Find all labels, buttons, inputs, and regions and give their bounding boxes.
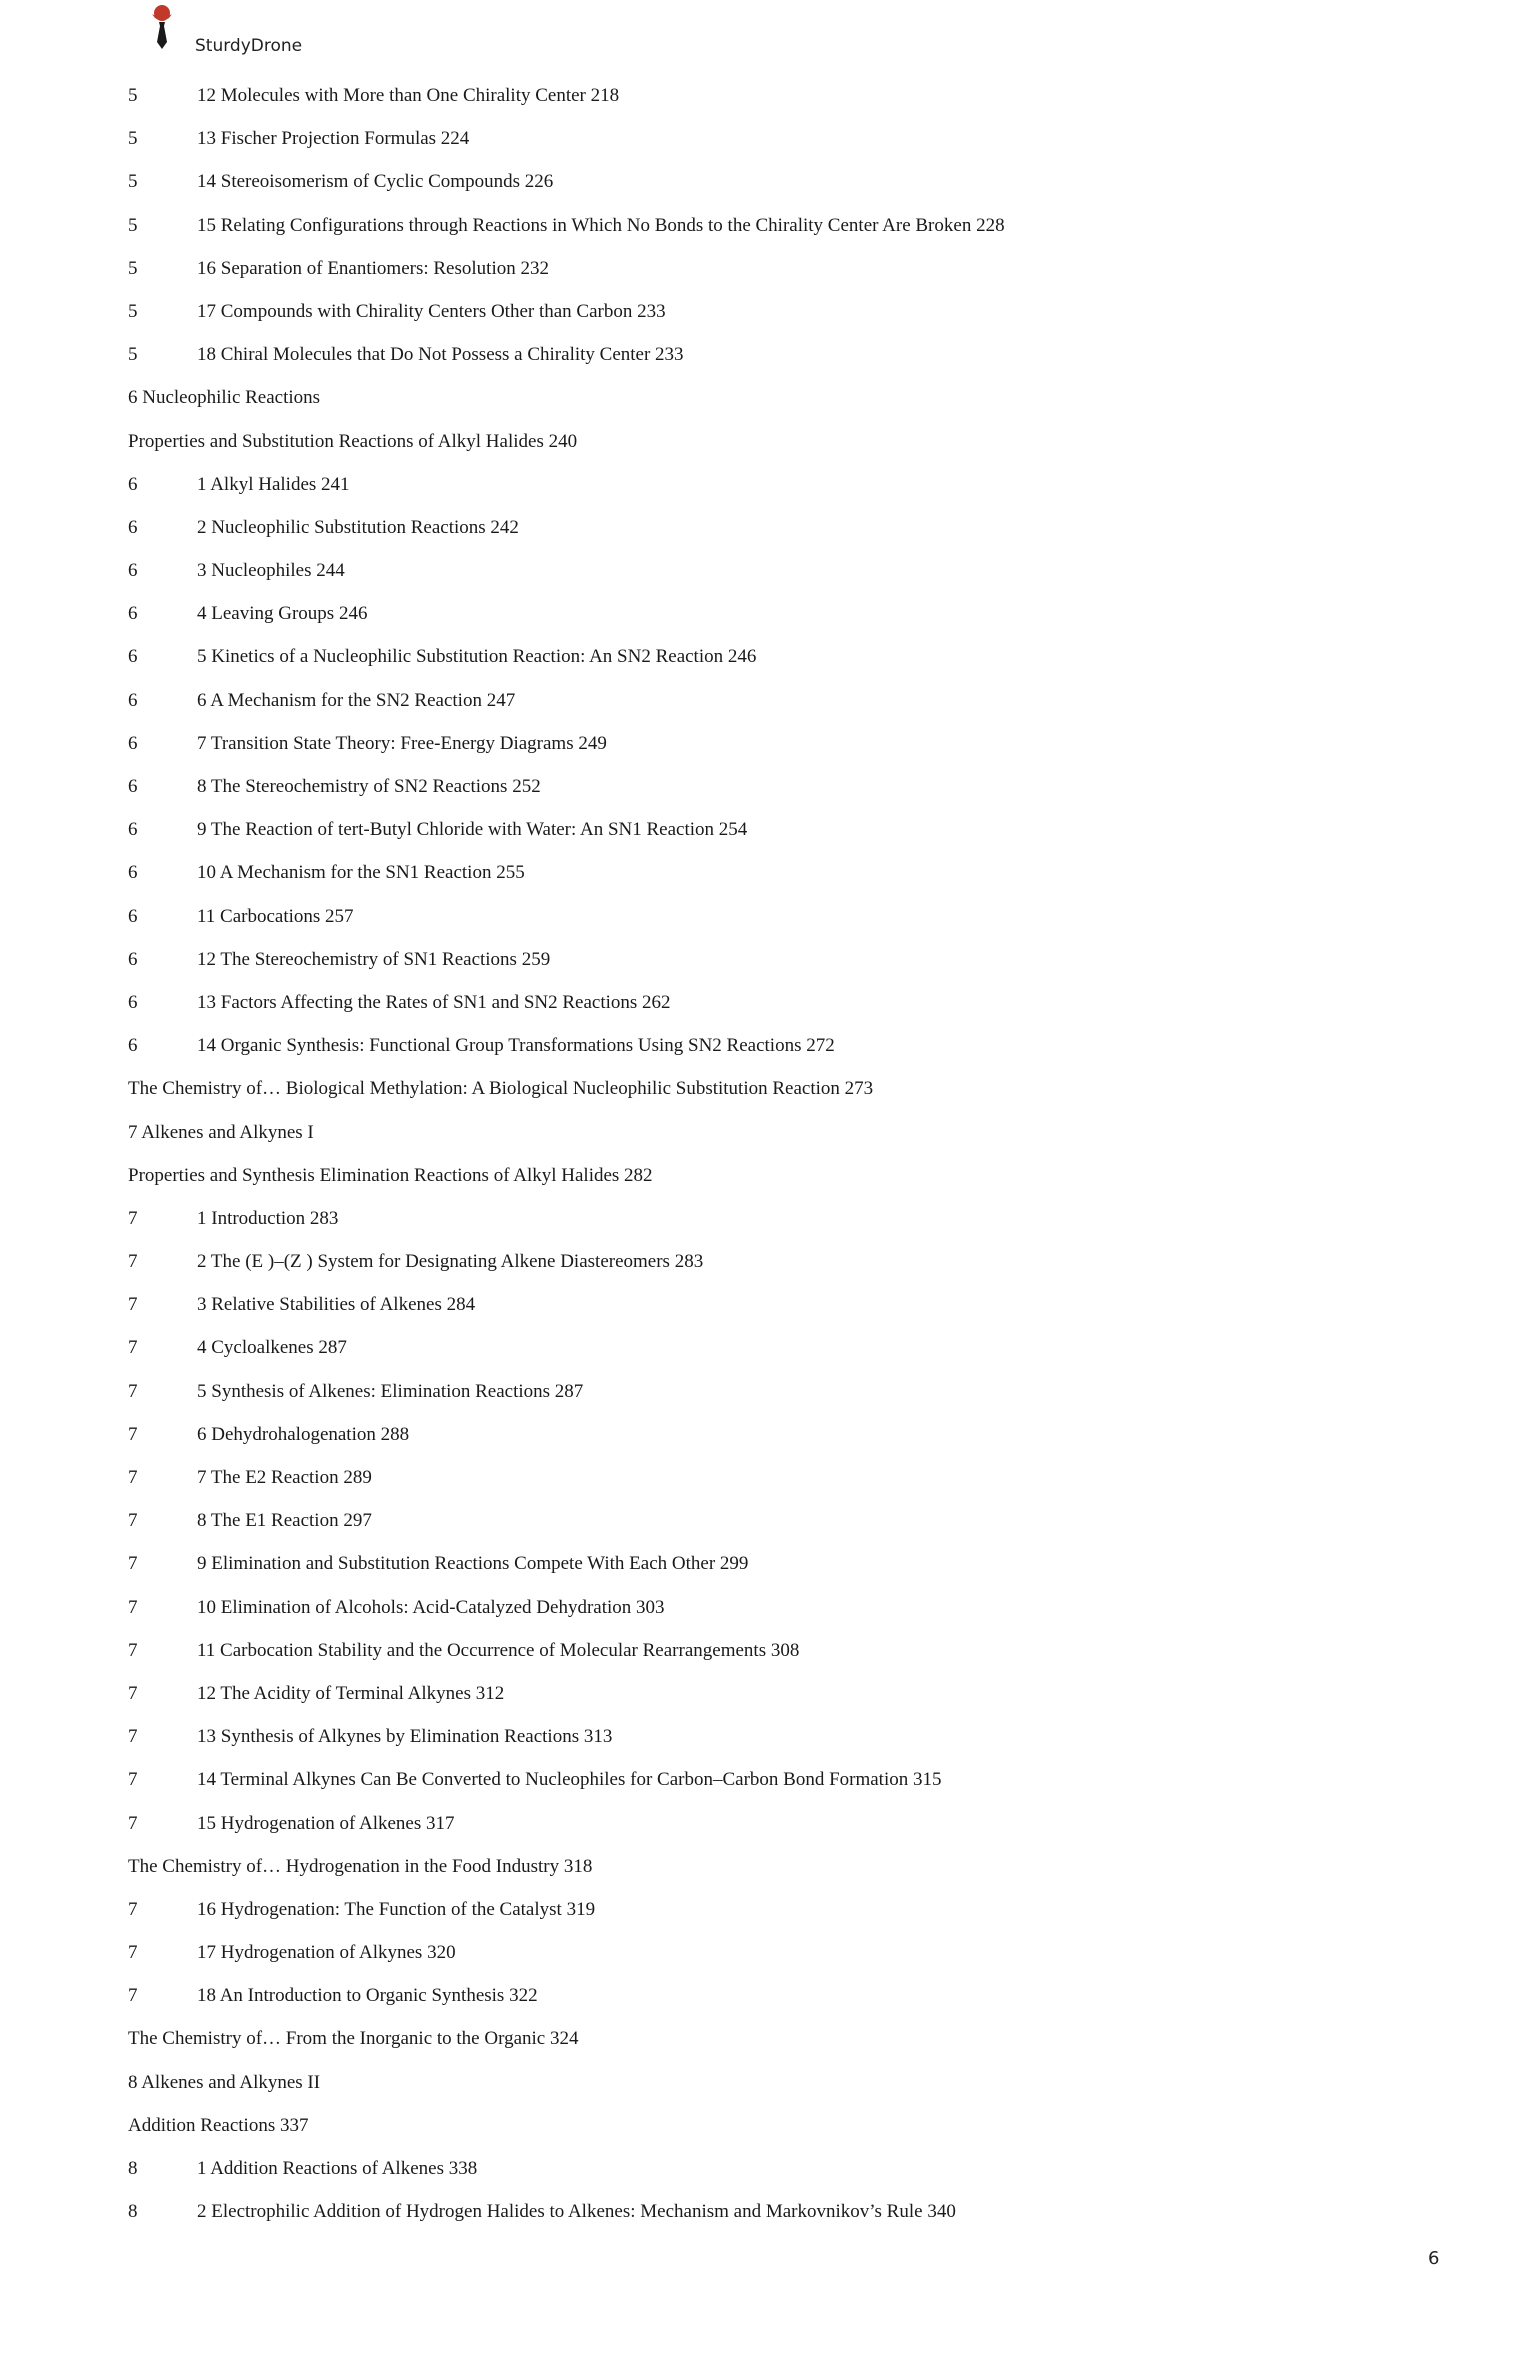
toc-chapter-number: 7 xyxy=(128,1985,138,2007)
toc-chapter-number: 7 xyxy=(128,1726,138,1748)
toc-entry xyxy=(128,1504,1428,1547)
toc-chapter-number: 6 xyxy=(128,689,138,711)
toc-entry-text: 17 Hydrogenation of Alkynes 320 xyxy=(197,1942,456,1964)
toc-entry xyxy=(128,554,1428,597)
toc-chapter-number: 6 xyxy=(128,776,138,797)
toc-entry-text: 13 Factors Affecting the Rates of SN1 and SN2 Reactions 262 xyxy=(197,991,671,1013)
toc-chapter-number: 6 xyxy=(128,560,138,582)
toc-chapter-number: 5 xyxy=(128,214,138,236)
toc-entry-text: The Chemistry of… Hydrogenation in the Food Industry 318 xyxy=(128,1855,593,1877)
toc-chapter-number: 5 xyxy=(128,300,138,322)
toc-entry-text: 3 Relative Stabilities of Alkenes 284 xyxy=(197,1294,476,1316)
toc-entry xyxy=(128,209,1428,252)
toc-entry xyxy=(128,165,1428,208)
toc-entry xyxy=(128,122,1428,165)
toc-entry-text: 4 Leaving Groups 246 xyxy=(197,603,368,625)
toc-entry-text: 1 Addition Reactions of Alkenes 338 xyxy=(197,2158,478,2179)
toc-chapter-number: 6 xyxy=(128,991,138,1013)
toc-entry-text: 8 Alkenes and Alkynes II xyxy=(128,2071,321,2093)
toc-entry-text: The Chemistry of… From the Inorganic to the Organic 324 xyxy=(128,2028,579,2050)
toc-entry-text: 15 Hydrogenation of Alkenes 317 xyxy=(197,1812,455,1834)
toc-chapter-number: 6 xyxy=(128,732,138,754)
toc-entry-text: 14 Terminal Alkynes Can Be Converted to Nucleophiles for Carbon–Carbon Bond Formation 315 xyxy=(197,1769,942,1791)
sturdydrone-logo-icon xyxy=(144,4,180,50)
toc-entry-text: 2 Nucleophilic Substitution Reactions 242 xyxy=(197,516,519,538)
toc-entry-text: 2 Electrophilic Addition of Hydrogen Halides to Alkenes: Mechanism and Markovnikov’s Rule 340 xyxy=(197,2201,956,2223)
toc-entry-text: 7 Transition State Theory: Free-Energy Diagrams 249 xyxy=(197,732,607,754)
toc-entry xyxy=(128,425,1428,468)
toc-chapter-number: 7 xyxy=(128,1467,138,1488)
toc-entry-text: 15 Relating Configurations through Reactions in Which No Bonds to the Chirality Center Are Broken 228 xyxy=(197,214,1005,236)
toc-entry xyxy=(128,856,1428,899)
toc-chapter-number: 6 xyxy=(128,948,138,970)
toc-entry xyxy=(128,1807,1428,1850)
toc-entry-text: 9 Elimination and Substitution Reactions Compete With Each Other 299 xyxy=(197,1553,749,1575)
toc-chapter-number: 7 xyxy=(128,1207,138,1229)
toc-entry xyxy=(128,252,1428,295)
toc-entry xyxy=(128,727,1428,770)
toc-chapter-number: 7 xyxy=(128,1898,138,1920)
toc-chapter-number: 6 xyxy=(128,646,138,668)
toc-entry-text: 5 Kinetics of a Nucleophilic Substitution Reaction: An SN2 Reaction 246 xyxy=(197,646,757,668)
toc-entry-text: 14 Stereoisomerism of Cyclic Compounds 226 xyxy=(197,171,554,193)
toc-entry xyxy=(128,900,1428,943)
toc-entry xyxy=(128,1936,1428,1979)
toc-chapter-number: 6 xyxy=(128,862,138,884)
toc-entry-text: 18 Chiral Molecules that Do Not Possess a Chirality Center 233 xyxy=(197,344,684,366)
toc-entry xyxy=(128,2109,1428,2152)
toc-entry-text: 10 Elimination of Alcohols: Acid-Catalyzed Dehydration 303 xyxy=(197,1596,665,1618)
toc-entry-text: 18 An Introduction to Organic Synthesis 322 xyxy=(197,1985,538,2007)
toc-entry xyxy=(128,640,1428,683)
toc-entry-text: 6 Nucleophilic Reactions xyxy=(128,387,321,409)
toc-chapter-number: 6 xyxy=(128,603,138,625)
toc-chapter-number: 5 xyxy=(128,257,138,279)
toc-entry xyxy=(128,1547,1428,1590)
toc-entry-text: 11 Carbocations 257 xyxy=(197,905,354,927)
toc-entry-text: 11 Carbocation Stability and the Occurrence of Molecular Rearrangements 308 xyxy=(197,1639,800,1661)
toc-chapter-number: 6 xyxy=(128,905,138,927)
toc-entry xyxy=(128,2066,1428,2109)
toc-entry xyxy=(128,1418,1428,1461)
toc-chapter-number: 8 xyxy=(128,2158,138,2179)
toc-entry-text: Properties and Substitution Reactions of Alkyl Halides 240 xyxy=(128,430,578,452)
toc-entry-text: 12 The Acidity of Terminal Alkynes 312 xyxy=(197,1682,505,1704)
toc-entry-text: 12 Molecules with More than One Chirality Center 218 xyxy=(197,85,620,106)
toc-chapter-number: 5 xyxy=(128,171,138,193)
toc-chapter-number: 6 xyxy=(128,1035,138,1057)
toc-entry xyxy=(128,1893,1428,1936)
toc-chapter-number: 8 xyxy=(128,2201,138,2223)
page-number: 6 xyxy=(1428,2248,1440,2269)
toc-entry-text: 8 The Stereochemistry of SN2 Reactions 252 xyxy=(197,776,541,797)
toc-entry xyxy=(128,943,1428,986)
toc-entry xyxy=(128,1375,1428,1418)
toc-entry xyxy=(128,1763,1428,1806)
toc-entry xyxy=(128,770,1428,813)
toc-chapter-number: 7 xyxy=(128,1380,138,1402)
toc-entry-text: 8 The E1 Reaction 297 xyxy=(197,1510,372,1532)
toc-chapter-number: 7 xyxy=(128,1294,138,1316)
toc-entry-text: 10 A Mechanism for the SN1 Reaction 255 xyxy=(197,862,525,884)
toc-entry-text: Addition Reactions 337 xyxy=(128,2114,309,2136)
toc-entry xyxy=(128,597,1428,640)
toc-entry-text: 14 Organic Synthesis: Functional Group Transformations Using SN2 Reactions 272 xyxy=(197,1035,835,1057)
toc-chapter-number: 7 xyxy=(128,1510,138,1532)
toc-entry-text: 1 Introduction 283 xyxy=(197,1207,339,1229)
toc-entry xyxy=(128,1720,1428,1763)
toc-chapter-number: 7 xyxy=(128,1337,138,1359)
toc-entry xyxy=(128,2195,1428,2238)
toc-entry-text: 17 Compounds with Chirality Centers Other than Carbon 233 xyxy=(197,300,666,322)
toc-entry xyxy=(128,295,1428,338)
toc-entry xyxy=(128,1331,1428,1374)
toc-entry-text: The Chemistry of… Biological Methylation: A Biological Nucleophilic Substitution Reaction 273 xyxy=(128,1078,874,1100)
toc-entry xyxy=(128,1288,1428,1331)
toc-chapter-number: 7 xyxy=(128,1596,138,1618)
toc-chapter-number: 7 xyxy=(128,1251,138,1273)
toc-entry xyxy=(128,381,1428,424)
toc-entry xyxy=(128,1677,1428,1720)
toc-chapter-number: 5 xyxy=(128,85,138,106)
toc-entry xyxy=(128,1634,1428,1677)
toc-entry-text: 16 Separation of Enantiomers: Resolution 232 xyxy=(197,257,549,279)
toc-entry-text: 2 The (E )–(Z ) System for Designating Alkene Diastereomers 283 xyxy=(197,1251,704,1273)
toc-chapter-number: 5 xyxy=(128,128,138,150)
toc-chapter-number: 5 xyxy=(128,344,138,366)
toc-entry xyxy=(128,338,1428,381)
toc-entry-text: 6 Dehydrohalogenation 288 xyxy=(197,1423,410,1445)
toc-entry xyxy=(128,1029,1428,1072)
toc-entry xyxy=(128,468,1428,511)
toc-entry-text: 4 Cycloalkenes 287 xyxy=(197,1337,347,1359)
toc-entry xyxy=(128,1072,1428,1115)
toc-entry xyxy=(128,1461,1428,1504)
toc-entry xyxy=(128,79,1428,122)
page-header xyxy=(140,0,540,62)
toc-entry-text: Properties and Synthesis Elimination Reactions of Alkyl Halides 282 xyxy=(128,1164,653,1186)
toc-entry xyxy=(128,986,1428,1029)
toc-entry xyxy=(128,1116,1428,1159)
brand-name: SturdyDrone xyxy=(195,36,303,56)
toc-chapter-number: 6 xyxy=(128,473,138,495)
toc-entry-text: 13 Fischer Projection Formulas 224 xyxy=(197,128,470,150)
toc-chapter-number: 7 xyxy=(128,1942,138,1964)
toc-chapter-number: 6 xyxy=(128,516,138,538)
toc-entry xyxy=(128,684,1428,727)
toc-entry-text: 1 Alkyl Halides 241 xyxy=(197,473,350,495)
toc-entry-text: 12 The Stereochemistry of SN1 Reactions 259 xyxy=(197,948,551,970)
toc-entry xyxy=(128,2152,1428,2195)
toc-entry-text: 5 Synthesis of Alkenes: Elimination Reactions 287 xyxy=(197,1380,584,1402)
toc-entry-text: 6 A Mechanism for the SN2 Reaction 247 xyxy=(197,689,516,711)
toc-entry-text: 7 The E2 Reaction 289 xyxy=(197,1467,372,1488)
toc-entry-text: 16 Hydrogenation: The Function of the Catalyst 319 xyxy=(197,1898,596,1920)
toc-chapter-number: 7 xyxy=(128,1639,138,1661)
toc-entry xyxy=(128,1159,1428,1202)
toc-entry xyxy=(128,2022,1428,2065)
toc-entry xyxy=(128,1245,1428,1288)
toc-entry-text: 7 Alkenes and Alkynes I xyxy=(128,1121,314,1143)
toc-chapter-number: 6 xyxy=(128,819,138,841)
toc-entry-text: 9 The Reaction of tert-Butyl Chloride with Water: An SN1 Reaction 254 xyxy=(197,819,748,841)
toc-entry-text: 13 Synthesis of Alkynes by Elimination Reactions 313 xyxy=(197,1726,613,1748)
toc-entry xyxy=(128,1591,1428,1634)
table-of-contents xyxy=(128,79,1428,2238)
toc-entry xyxy=(128,1979,1428,2022)
toc-entry xyxy=(128,813,1428,856)
toc-chapter-number: 7 xyxy=(128,1423,138,1445)
toc-chapter-number: 7 xyxy=(128,1682,138,1704)
toc-chapter-number: 7 xyxy=(128,1769,138,1791)
toc-chapter-number: 7 xyxy=(128,1812,138,1834)
toc-chapter-number: 7 xyxy=(128,1553,138,1575)
toc-entry xyxy=(128,1850,1428,1893)
toc-entry-text: 3 Nucleophiles 244 xyxy=(197,560,345,582)
toc-entry xyxy=(128,511,1428,554)
toc-entry xyxy=(128,1202,1428,1245)
